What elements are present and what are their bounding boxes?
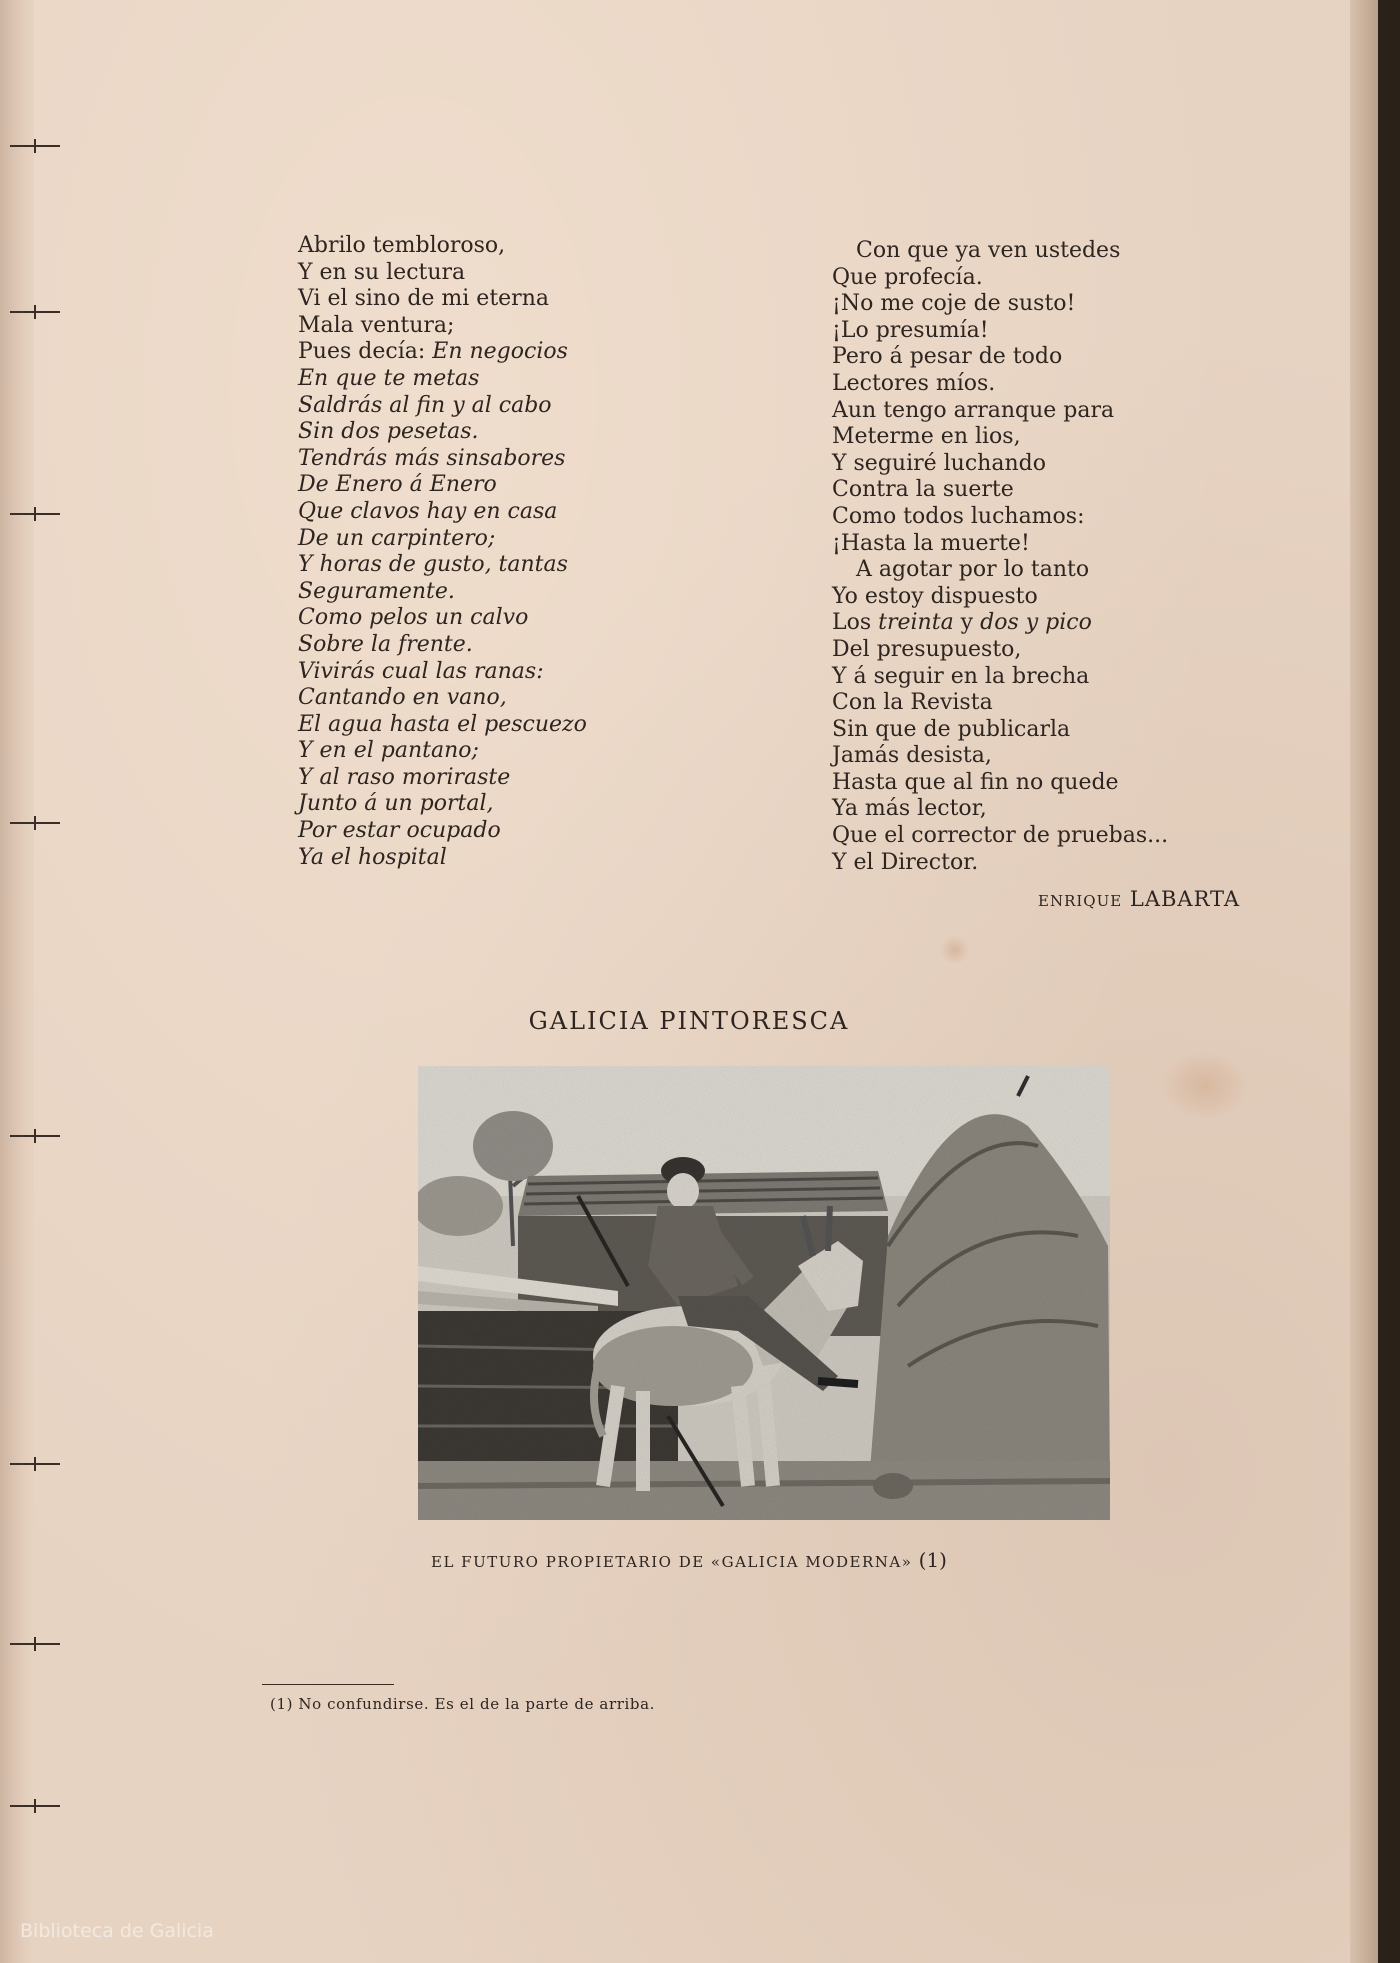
poem-line: En que te metas <box>298 365 480 391</box>
poem-line: A agotar por lo tanto <box>856 557 1090 583</box>
poem-line-fragment: dos y pico <box>980 610 1092 636</box>
footnote-divider <box>262 1684 394 1685</box>
poem-line: Lectores míos. <box>832 370 996 396</box>
binding-stitch <box>10 513 60 515</box>
binding-edge <box>0 0 34 1963</box>
poem-line: Abrilo tembloroso, <box>298 233 506 258</box>
poem-line <box>832 610 1168 637</box>
poem-line-fragment: Los <box>832 610 879 636</box>
poem-line: ¡Hasta la muerte! <box>832 530 1030 556</box>
poem-line: Mala ventura; <box>298 312 455 338</box>
poem-line: Y en su lectura <box>298 259 466 285</box>
poem-line: Contra la suerte <box>832 477 1014 503</box>
poem-line: Aun tengo arranque para <box>832 397 1115 423</box>
poem-line: Como pelos un calvo <box>298 605 529 631</box>
caption-text: EL FUTURO PROPIETARIO DE «GALICIA MODERNA» <box>431 1553 913 1571</box>
poem-line: Jamás desista, <box>832 743 992 769</box>
poem-line: Que el corrector de pruebas... <box>832 823 1169 849</box>
footnote-reference: (1) <box>918 1548 947 1572</box>
poem-line-fragment: En negocios <box>432 339 568 365</box>
poem-line: Tendrás más sinsabores <box>298 445 566 471</box>
poem-line: Que clavos hay en casa <box>298 498 558 524</box>
poem-line: Hasta que al fin no quede <box>832 769 1119 795</box>
poem-left-column <box>298 233 587 871</box>
photo-caption <box>0 1548 1378 1572</box>
page-right-edge <box>1350 0 1378 1963</box>
poem-line: Y seguiré luchando <box>832 450 1046 476</box>
paper-stain <box>1160 1050 1250 1120</box>
poem-line: Ya más lector, <box>832 796 987 822</box>
poem-line: Con la Revista <box>832 690 993 716</box>
poem-line: Vivirás cual las ranas: <box>298 658 544 684</box>
poem-line: Ya el hospital <box>298 844 447 870</box>
paper-stain <box>940 935 970 965</box>
binding-stitch <box>10 145 60 147</box>
footnote: (1) No confundirse. Es el de la parte de arriba. <box>270 1695 656 1713</box>
author-last-name: LABARTA <box>1129 887 1241 911</box>
poem-line: Cantando en vano, <box>298 685 507 711</box>
poem-line: Saldrás al fin y al cabo <box>298 392 552 418</box>
poem-line: Vi el sino de mi eterna <box>298 286 549 312</box>
poem-line: Sin dos pesetas. <box>298 419 479 445</box>
author-first-name: ENRIQUE <box>1038 892 1123 910</box>
poem-line: Pero á pesar de todo <box>832 344 1063 370</box>
binding-stitch <box>10 1463 60 1465</box>
photo-man-on-donkey <box>418 1066 1110 1520</box>
photo-illustration <box>418 1066 1110 1520</box>
binding-stitch <box>10 1643 60 1645</box>
poem-line-fragment: treinta <box>878 610 954 636</box>
binding-stitch <box>10 1805 60 1807</box>
poem-line: Y el Director. <box>832 849 979 875</box>
poem-line: Y en el pantano; <box>298 738 479 764</box>
poem-line: Meterme en lios, <box>832 424 1021 450</box>
section-title: GALICIA PINTORESCA <box>528 1007 850 1035</box>
poem-line: Y horas de gusto, tantas <box>298 552 568 578</box>
poem-line: De un carpintero; <box>298 525 496 551</box>
poem-line: De Enero á Enero <box>298 472 497 498</box>
poem-line: Y á seguir en la brecha <box>832 663 1090 689</box>
poem-line <box>298 339 587 366</box>
library-watermark: Biblioteca de Galicia <box>20 1920 214 1942</box>
binding-stitch <box>10 1135 60 1137</box>
poem-line: Del presupuesto, <box>832 636 1022 662</box>
poem-right-column <box>832 238 1168 876</box>
poem-line: Seguramente. <box>298 578 455 604</box>
poem-line: Sobre la frente. <box>298 631 473 657</box>
poem-line: Por estar ocupado <box>298 818 501 844</box>
poem-line-fragment: y <box>953 610 981 636</box>
poem-line: ¡No me coje de susto! <box>832 291 1076 317</box>
poem-line: Yo estoy dispuesto <box>832 583 1038 609</box>
author-signature <box>1038 887 1240 911</box>
poem-line: Que profecía. <box>832 264 983 290</box>
binding-stitch <box>10 822 60 824</box>
poem-line: Junto á un portal, <box>298 791 494 817</box>
poem-line-fragment: Pues decía: <box>298 339 433 365</box>
poem-line: El agua hasta el pescuezo <box>298 711 587 737</box>
poem-line: ¡Lo presumía! <box>832 317 989 343</box>
poem-line: Sin que de publicarla <box>832 716 1071 742</box>
binding-stitch <box>10 311 60 313</box>
poem-line: Como todos luchamos: <box>832 503 1085 529</box>
poem-line: Y al raso moriraste <box>298 764 511 790</box>
poem-line: Con que ya ven ustedes <box>856 238 1121 263</box>
